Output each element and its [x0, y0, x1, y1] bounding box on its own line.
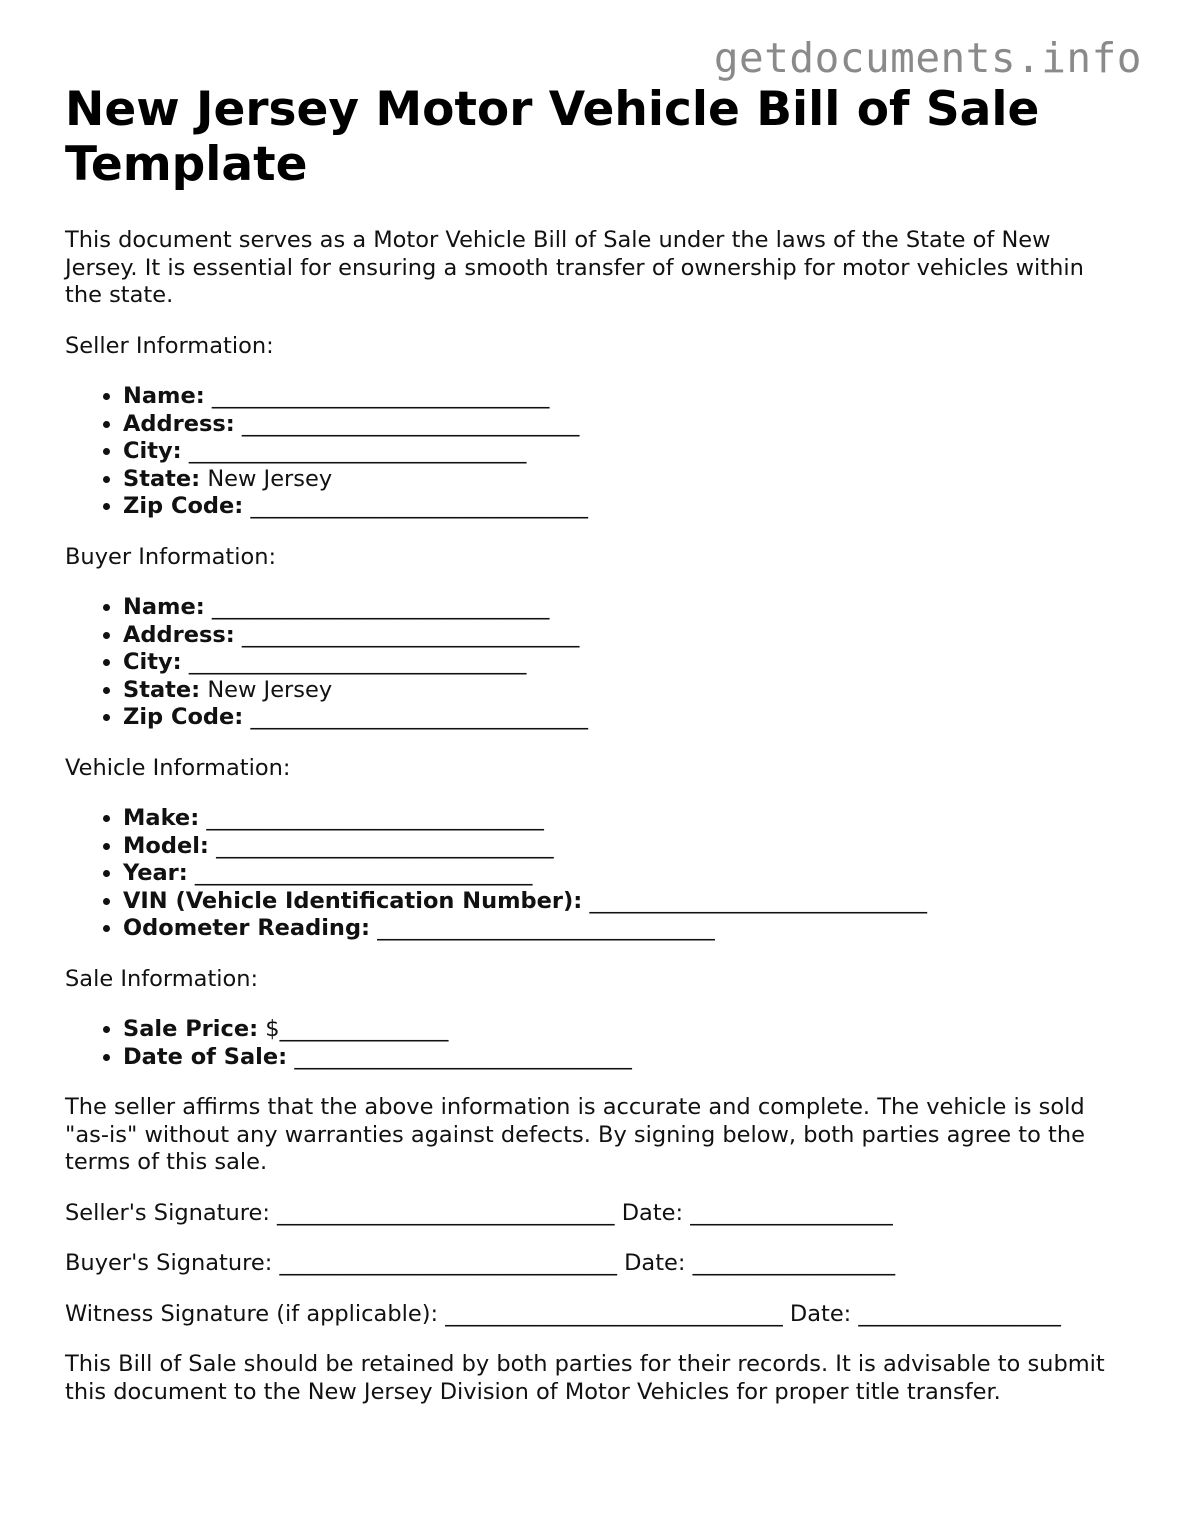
field-value: ______________________________ — [250, 493, 588, 519]
field-value: $_______________ — [265, 1016, 449, 1042]
buyer-name-field — [123, 594, 1125, 622]
field-value: ______________________________ — [589, 887, 927, 914]
field-value: ______________________________ — [188, 438, 527, 464]
field-label: Make: — [123, 805, 200, 831]
field-label: Date of Sale: — [123, 1043, 288, 1070]
field-value: ______________________________ — [194, 860, 533, 886]
affirmation-paragraph: The seller affirms that the above information is accurate and complete. The vehicle is sold "as-is" without any warranties against defects. By signing below, both parties agree to the terms of this sale. — [65, 1094, 1085, 1175]
field-value: ______________________________ — [294, 1043, 632, 1070]
field-label: Address: — [123, 410, 235, 437]
field-value: ______________________________ — [188, 649, 527, 675]
buyer-section-heading: Buyer Information: — [65, 543, 277, 570]
field-value: ______________________________ — [241, 621, 580, 648]
sale-date-field — [123, 1044, 1125, 1072]
field-label: City: — [123, 438, 182, 464]
seller-section-heading: Seller Information: — [65, 332, 274, 359]
buyer-address-field — [123, 622, 1125, 650]
field-label: State: — [123, 676, 201, 703]
intro-paragraph: This document serves as a Motor Vehicle Bill of Sale under the laws of the State of New Jersey. It is essential for ensuring a smooth transfer of ownership for motor vehicles within the state. — [65, 227, 1084, 308]
buyer-signature-line: Buyer's Signature: ______________________________ Date: __________________ — [65, 1250, 896, 1276]
field-label: Name: — [123, 594, 205, 620]
page-title: New Jersey Motor Vehicle Bill of Sale Template — [65, 82, 1040, 192]
sale-field-list — [65, 1016, 1125, 1071]
seller-name-field — [123, 383, 1125, 411]
sale-price-field — [123, 1016, 1125, 1044]
field-value: ______________________________ — [377, 915, 715, 941]
seller-signature-line: Seller's Signature: ______________________________ Date: __________________ — [65, 1199, 893, 1226]
field-label: Sale Price: — [123, 1016, 259, 1042]
watermark: getdocuments.info — [713, 34, 1142, 82]
vehicle-vin-field — [123, 888, 1125, 916]
buyer-zip-field — [123, 704, 1125, 732]
buyer-state-field — [123, 677, 1125, 705]
field-value: ______________________________ — [216, 832, 554, 859]
seller-city-field — [123, 438, 1125, 466]
field-label: City: — [123, 649, 182, 675]
field-value: ______________________________ — [211, 594, 550, 620]
field-value: ______________________________ — [211, 383, 550, 409]
field-label: Model: — [123, 832, 209, 859]
vehicle-year-field — [123, 860, 1125, 888]
field-label: Name: — [123, 383, 205, 409]
field-label: Zip Code: — [123, 493, 244, 519]
document-page — [65, 82, 1125, 1406]
field-label: State: — [123, 465, 201, 492]
footer-note: This Bill of Sale should be retained by both parties for their records. It is advisable to submit this document to the New Jersey Division of Motor Vehicles for proper title transfer. — [65, 1351, 1105, 1405]
field-value: ______________________________ — [250, 704, 588, 730]
vehicle-field-list — [65, 805, 1125, 943]
field-value: New Jersey — [207, 465, 333, 492]
field-value: ______________________________ — [206, 805, 544, 831]
seller-state-field — [123, 466, 1125, 494]
field-value: New Jersey — [207, 676, 333, 703]
buyer-city-field — [123, 649, 1125, 677]
vehicle-model-field — [123, 833, 1125, 861]
witness-signature-line: Witness Signature (if applicable): ______________________________ Date: __________________ — [65, 1300, 1061, 1327]
vehicle-section-heading: Vehicle Information: — [65, 754, 291, 781]
vehicle-odometer-field — [123, 915, 1125, 943]
seller-field-list — [65, 383, 1125, 521]
field-value: ______________________________ — [241, 410, 580, 437]
buyer-field-list — [65, 594, 1125, 732]
sale-section-heading: Sale Information: — [65, 965, 259, 992]
field-label: Odometer Reading: — [123, 915, 371, 941]
field-label: Zip Code: — [123, 704, 244, 730]
seller-address-field — [123, 411, 1125, 439]
vehicle-make-field — [123, 805, 1125, 833]
field-label: VIN (Vehicle Identification Number): — [123, 887, 583, 914]
seller-zip-field — [123, 493, 1125, 521]
field-label: Address: — [123, 621, 235, 648]
field-label: Year: — [123, 860, 188, 886]
